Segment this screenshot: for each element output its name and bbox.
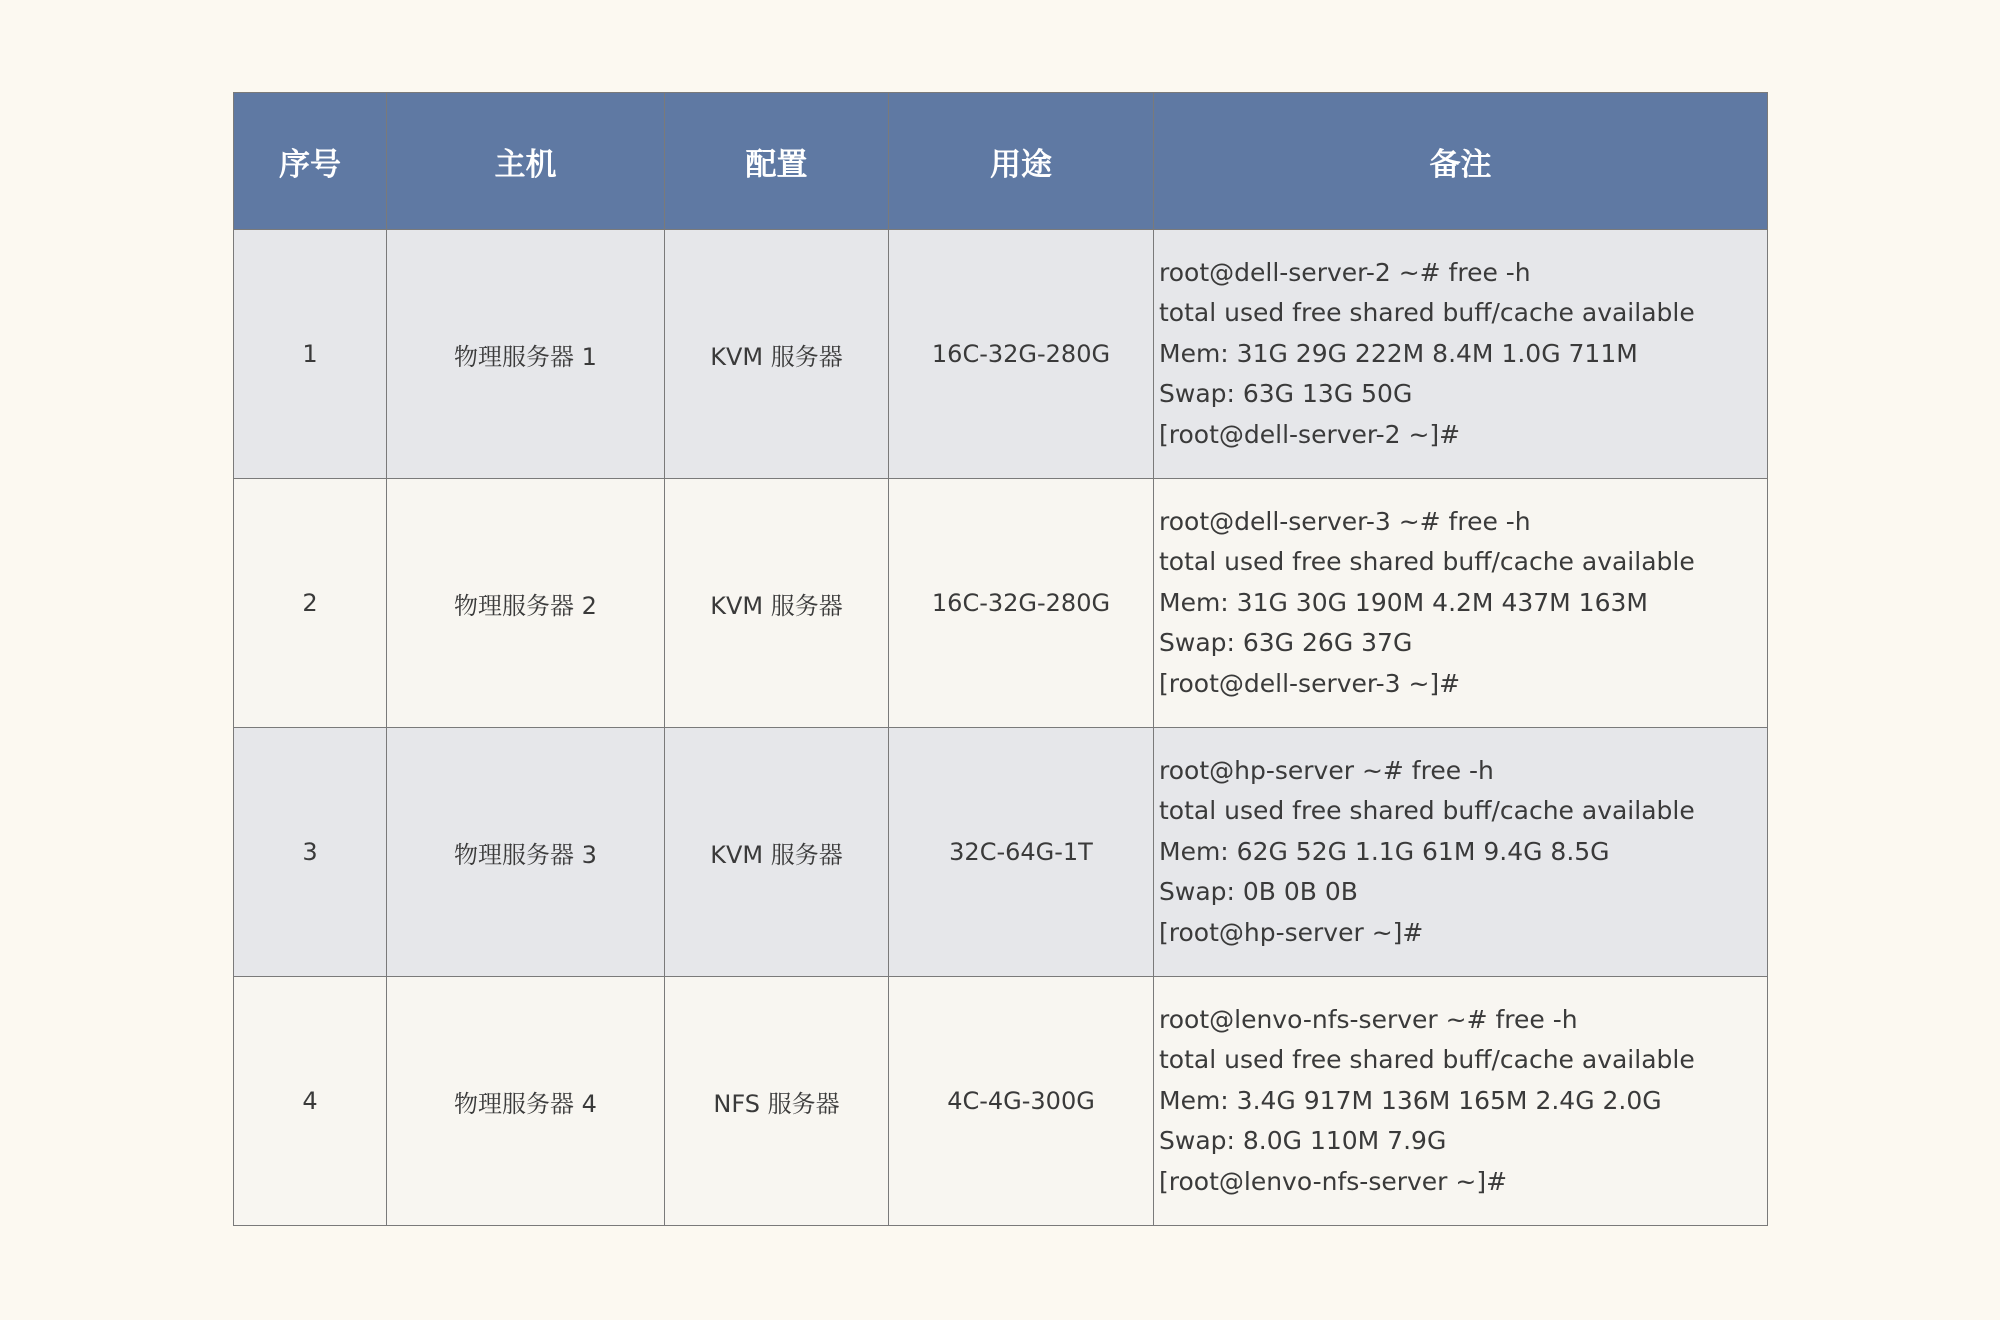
cell-remarks: [1154, 728, 1768, 977]
remark-line: Mem: 31G 30G 190M 4.2M 437M 163M: [1159, 587, 1648, 617]
cell-usage: 32C-64G-1T: [889, 728, 1154, 977]
cell-host: 物理服务器 1: [387, 230, 665, 479]
cell-remarks: [1154, 479, 1768, 728]
server-table: [233, 92, 1768, 1226]
header-config: 配置: [665, 93, 889, 230]
remark-line: [root@hp-server ~]#: [1159, 917, 1424, 947]
header-remarks: 备注: [1154, 93, 1768, 230]
table-row: [234, 230, 1768, 479]
remark-line: Mem: 62G 52G 1.1G 61M 9.4G 8.5G: [1159, 836, 1610, 866]
remark-line: [root@dell-server-2 ~]#: [1159, 419, 1461, 449]
remark-line: [root@dell-server-3 ~]#: [1159, 668, 1461, 698]
remark-line: Mem: 31G 29G 222M 8.4M 1.0G 711M: [1159, 338, 1638, 368]
remark-line: root@lenvo-nfs-server ~# free -h: [1159, 1004, 1578, 1034]
remark-line: Mem: 3.4G 917M 136M 165M 2.4G 2.0G: [1159, 1085, 1662, 1115]
remark-line: root@hp-server ~# free -h: [1159, 755, 1494, 785]
table-header: [234, 93, 1768, 230]
remark-line: total used free shared buff/cache available: [1159, 1045, 1695, 1075]
remark-line: total used free shared buff/cache available: [1159, 796, 1695, 826]
cell-usage: 16C-32G-280G: [889, 479, 1154, 728]
cell-host: 物理服务器 4: [387, 977, 665, 1226]
table-row: [234, 728, 1768, 977]
cell-config: NFS 服务器: [665, 977, 889, 1226]
table-row: [234, 977, 1768, 1226]
header-host: 主机: [387, 93, 665, 230]
header-usage: 用途: [889, 93, 1154, 230]
cell-config: KVM 服务器: [665, 479, 889, 728]
table-row: [234, 479, 1768, 728]
remark-line: root@dell-server-3 ~# free -h: [1159, 506, 1531, 536]
table-body: [234, 230, 1768, 1226]
remark-line: total used free shared buff/cache available: [1159, 547, 1695, 577]
remark-line: total used free shared buff/cache available: [1159, 298, 1695, 328]
cell-config: KVM 服务器: [665, 728, 889, 977]
cell-index: 1: [234, 230, 387, 479]
remark-line: Swap: 63G 13G 50G: [1159, 379, 1413, 409]
remark-line: Swap: 63G 26G 37G: [1159, 628, 1413, 658]
header-row: [234, 93, 1768, 230]
cell-index: 3: [234, 728, 387, 977]
header-index: 序号: [234, 93, 387, 230]
remark-line: [root@lenvo-nfs-server ~]#: [1159, 1166, 1508, 1196]
cell-remarks: [1154, 977, 1768, 1226]
remark-line: Swap: 8.0G 110M 7.9G: [1159, 1126, 1447, 1156]
remark-line: root@dell-server-2 ~# free -h: [1159, 257, 1531, 287]
cell-host: 物理服务器 3: [387, 728, 665, 977]
remark-line: Swap: 0B 0B 0B: [1159, 877, 1358, 907]
cell-index: 2: [234, 479, 387, 728]
cell-usage: 4C-4G-300G: [889, 977, 1154, 1226]
cell-config: KVM 服务器: [665, 230, 889, 479]
cell-host: 物理服务器 2: [387, 479, 665, 728]
cell-remarks: [1154, 230, 1768, 479]
cell-index: 4: [234, 977, 387, 1226]
cell-usage: 16C-32G-280G: [889, 230, 1154, 479]
